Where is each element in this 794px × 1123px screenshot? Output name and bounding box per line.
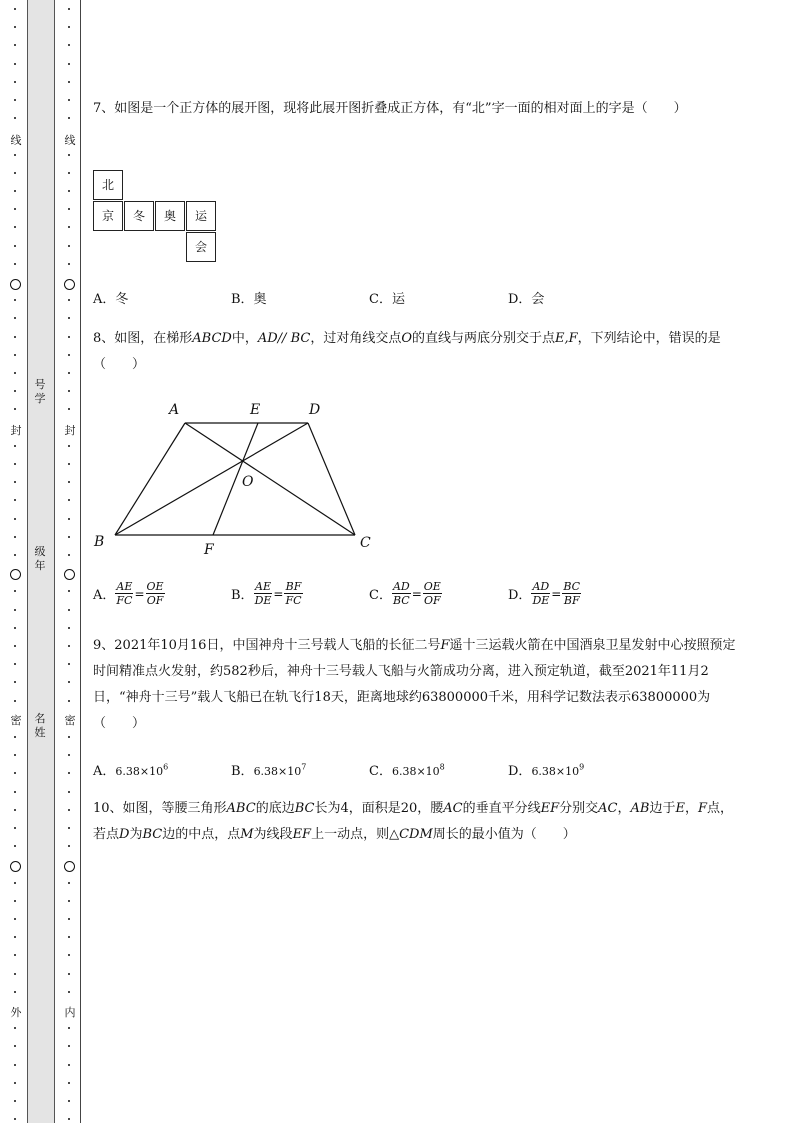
q8-text-segment: ，过对角线交点 (310, 331, 402, 346)
fraction-left (254, 580, 273, 607)
seal-dot (68, 1082, 70, 1084)
option-c[interactable] (369, 580, 442, 607)
label-c: C (360, 535, 371, 551)
seal-dot (14, 26, 16, 28)
seal-dot (68, 827, 70, 829)
inner-seal-column (63, 0, 77, 1123)
fraction-right (146, 580, 165, 607)
question-8-options (93, 580, 743, 618)
seal-circle-mark (64, 279, 75, 290)
option-base: 6.38×10 (253, 765, 302, 778)
option-base: 6.38×10 (391, 765, 440, 778)
seal-dot (14, 536, 16, 538)
label-b: B (94, 534, 105, 550)
seal-circle-mark (10, 569, 21, 580)
seal-dot (14, 372, 16, 374)
q10-math: AB (630, 801, 650, 816)
numerator: BF (285, 580, 302, 593)
q9-text-segment: 9、2021年10月16日，中国神舟十三号载人飞船的长征二号 (93, 638, 441, 653)
option-letter: B． (231, 764, 254, 779)
seal-dot (68, 609, 70, 611)
q10-text-segment: 长为4，面积是20，腰 (314, 801, 444, 816)
option-letter: A． (93, 764, 116, 779)
seal-dot (14, 44, 16, 46)
seal-dot (68, 63, 70, 65)
seal-dot (68, 590, 70, 592)
seal-text-mark: 线 (10, 134, 22, 147)
option-exponent: 9 (579, 762, 585, 772)
fraction-right (562, 580, 581, 607)
fraction-right (284, 580, 302, 607)
seal-dot (14, 63, 16, 65)
option-letter: B． (231, 588, 254, 603)
q10-text-segment: 为 (129, 827, 143, 842)
option-base: 6.38×10 (531, 765, 580, 778)
seal-dot (68, 645, 70, 647)
seal-text-mark: 密 (64, 714, 76, 727)
numerator: BC (563, 580, 581, 593)
seal-text-mark: 内 (64, 1006, 76, 1019)
option-d[interactable]: D．会 (508, 292, 545, 307)
seal-dot (68, 99, 70, 101)
seal-dot (14, 154, 16, 156)
seal-dot (68, 463, 70, 465)
q10-math: BC (294, 801, 315, 816)
label-o: O (242, 474, 254, 490)
fraction-right (423, 580, 442, 607)
seal-dot (14, 936, 16, 938)
seal-dot (68, 354, 70, 356)
q10-text-segment: 分别交 (559, 801, 599, 816)
seal-dot (14, 991, 16, 993)
question-7-text: 7、如图是一个正方体的展开图，现将此展开图折叠成正方体，有“北”字一面的相对面上的字是（ ） (93, 101, 687, 116)
seal-dot (68, 554, 70, 556)
denominator: BF (563, 594, 580, 607)
seal-dot (68, 81, 70, 83)
seal-dot (14, 445, 16, 447)
label-f: F (204, 542, 214, 558)
seal-dot (68, 536, 70, 538)
q10-math: M (240, 827, 254, 842)
equals-sign: = (551, 586, 562, 601)
q8-point-o: O (401, 331, 412, 346)
denominator: DE (254, 594, 272, 607)
seal-dot (68, 1064, 70, 1066)
denominator: OF (146, 594, 164, 607)
denominator: OF (423, 594, 441, 607)
q10-text-segment: 的底边 (255, 801, 295, 816)
question-7-options (93, 288, 743, 318)
seal-circle-mark (64, 569, 75, 580)
seal-dot (68, 317, 70, 319)
seal-dot (14, 954, 16, 956)
q10-math: AC (443, 801, 463, 816)
name-field (27, 712, 53, 740)
question-10-text (93, 796, 743, 848)
option-letter: C． (369, 588, 392, 603)
seal-dot (68, 809, 70, 811)
seal-dot (14, 973, 16, 975)
seal-dot (68, 445, 70, 447)
question-9-options (93, 760, 743, 790)
q8-text-segment: 的直线与两底分别交于点 (412, 331, 556, 346)
seal-dot (14, 299, 16, 301)
seal-text-mark: 封 (10, 424, 22, 437)
seal-dot (68, 991, 70, 993)
option-b[interactable]: B．奥 (231, 292, 267, 307)
seal-dot (68, 390, 70, 392)
seal-dot (68, 263, 70, 265)
field-char: 年 (34, 559, 46, 572)
net-cell-bottom: 会 (186, 232, 216, 262)
option-d[interactable] (508, 580, 581, 607)
q10-text-segment: 10、如图，等腰三角形 (93, 801, 227, 816)
option-a[interactable] (93, 760, 168, 779)
seal-dot (14, 1064, 16, 1066)
seal-dot (14, 499, 16, 501)
seal-dot (14, 681, 16, 683)
fraction-left (531, 580, 550, 607)
seal-circle-mark (10, 279, 21, 290)
denominator: FC (116, 594, 133, 607)
q10-text-segment: ， (685, 801, 699, 816)
seal-dot (68, 190, 70, 192)
q9-text-segment: 遥十三运载火箭在中国酒泉卫星发射中心按照预定时间精准点火发射，约582秒后，神舟十三号载人飞船与火箭成功分离，进入预定轨道，截至2021年11月2日，“神舟十三号”载人飞船已在轨飞行18天，距离地球约63800000千米，用科学记数法表示63800000为（ ） (93, 638, 736, 731)
fraction-left (115, 580, 133, 607)
seal-dot (68, 408, 70, 410)
seal-dot (14, 226, 16, 228)
seal-dot (14, 882, 16, 884)
seal-dot (68, 518, 70, 520)
q10-math: D (119, 827, 130, 842)
seal-dot (14, 1027, 16, 1029)
seal-dot (68, 700, 70, 702)
seal-dot (68, 1045, 70, 1047)
option-b[interactable] (231, 580, 303, 607)
seal-dot (14, 317, 16, 319)
q10-math: EF (292, 827, 312, 842)
seal-dot (68, 663, 70, 665)
question-9-text (93, 633, 743, 737)
denominator: FC (285, 594, 302, 607)
seal-dot (68, 918, 70, 920)
seal-dot (14, 1118, 16, 1120)
equals-sign: = (273, 586, 284, 601)
q10-math: CDM (399, 827, 433, 842)
seal-dot (68, 172, 70, 174)
seal-dot (14, 736, 16, 738)
seal-dot (68, 791, 70, 793)
seal-dot (68, 736, 70, 738)
seal-dot (68, 882, 70, 884)
seal-dot (68, 117, 70, 119)
seal-dot (68, 1118, 70, 1120)
option-exponent: 6 (163, 762, 169, 772)
seal-dot (68, 900, 70, 902)
segment-dc (308, 423, 355, 535)
seal-dot (14, 99, 16, 101)
option-b[interactable] (231, 760, 306, 779)
option-exponent: 7 (301, 762, 307, 772)
field-char: 名 (34, 712, 46, 725)
seal-dot (68, 499, 70, 501)
seal-dot (68, 627, 70, 629)
seal-text-mark: 外 (10, 1006, 22, 1019)
numerator: AD (532, 580, 550, 593)
seal-dot (14, 518, 16, 520)
fraction-left (392, 580, 411, 607)
seal-dot (14, 408, 16, 410)
q10-text-segment: 周长的最小值为（ ） (432, 827, 576, 842)
option-base: 6.38×10 (115, 765, 164, 778)
q10-text-segment: 为线段 (253, 827, 293, 842)
seal-dot (68, 208, 70, 210)
equals-sign: = (411, 586, 422, 601)
q10-text-segment: ， (617, 801, 631, 816)
option-a[interactable]: A．冬 (93, 292, 129, 307)
option-letter: D． (508, 764, 532, 779)
q10-text-segment: 上一动点，则△ (311, 827, 400, 842)
denominator: BC (392, 594, 410, 607)
seal-dot (14, 117, 16, 119)
q8-text-segment: 中， (231, 331, 258, 346)
q9-letter-f: F (440, 638, 450, 653)
seal-circle-mark (10, 861, 21, 872)
grade-field (27, 545, 53, 573)
option-c[interactable] (369, 760, 445, 779)
seal-dot (14, 554, 16, 556)
net-cell: 京 (93, 201, 123, 231)
seal-dot (14, 208, 16, 210)
seal-dot (68, 936, 70, 938)
seal-dot (68, 1100, 70, 1102)
equals-sign: = (134, 586, 145, 601)
q8-text-segment: ，下列结论中，错误的是（ ） (93, 331, 721, 372)
numerator: OE (423, 580, 441, 593)
seal-circle-mark (64, 861, 75, 872)
label-e: E (250, 402, 261, 418)
q10-math: BC (142, 827, 163, 842)
seal-dot (14, 1045, 16, 1047)
q8-trapezoid-name: ABCD (192, 331, 232, 346)
net-cell: 冬 (124, 201, 154, 231)
numerator: OE (146, 580, 164, 593)
seal-dot (14, 8, 16, 10)
seal-dot (68, 1027, 70, 1029)
q10-math: EF (540, 801, 560, 816)
q10-math: AC (598, 801, 618, 816)
seal-dot (68, 8, 70, 10)
seal-dot (14, 791, 16, 793)
q10-text-segment: 边于 (649, 801, 676, 816)
option-exponent: 8 (439, 762, 445, 772)
seal-dot (68, 481, 70, 483)
seal-dot (14, 900, 16, 902)
seal-dot (14, 627, 16, 629)
seal-dot (68, 772, 70, 774)
seal-text-mark: 密 (10, 714, 22, 727)
seal-dot (68, 26, 70, 28)
seal-dot (68, 845, 70, 847)
q10-math: E (675, 801, 685, 816)
seal-dot (14, 700, 16, 702)
seal-dot (14, 390, 16, 392)
trapezoid-figure (93, 395, 383, 560)
option-letter: A． (93, 588, 116, 603)
label-d: D (309, 402, 321, 418)
seal-dot (14, 81, 16, 83)
seal-dot (68, 299, 70, 301)
seal-dot (14, 336, 16, 338)
seal-dot (14, 609, 16, 611)
seal-dot (68, 245, 70, 247)
seal-dot (68, 973, 70, 975)
seal-dot (14, 354, 16, 356)
seal-dot (68, 681, 70, 683)
seal-dot (14, 245, 16, 247)
seal-dot (68, 954, 70, 956)
seal-dot (14, 772, 16, 774)
q10-text-segment: 点，若点 (93, 801, 734, 842)
outer-seal-column (9, 0, 23, 1123)
seal-dot (68, 226, 70, 228)
seal-dot (68, 336, 70, 338)
seal-dot (14, 263, 16, 265)
option-a[interactable] (93, 580, 165, 607)
q10-math: ABC (226, 801, 256, 816)
seal-dot (14, 1082, 16, 1084)
q10-text-segment: 的垂直平分线 (462, 801, 541, 816)
seal-dot (14, 845, 16, 847)
net-cell: 奥 (155, 201, 185, 231)
label-a: A (169, 402, 180, 418)
seal-dot (14, 754, 16, 756)
seal-dot (14, 190, 16, 192)
numerator: AD (392, 580, 410, 593)
seal-dot (14, 463, 16, 465)
numerator: AE (116, 580, 133, 593)
seal-dot (14, 172, 16, 174)
net-cell-north: 北 (93, 170, 123, 200)
denominator: DE (532, 594, 550, 607)
field-char: 号 (34, 378, 46, 391)
seal-dot (14, 809, 16, 811)
seal-dot (14, 590, 16, 592)
seal-dot (68, 754, 70, 756)
seal-text-mark: 封 (64, 424, 76, 437)
seal-dot (14, 645, 16, 647)
binding-border-line (80, 0, 81, 1123)
field-char: 级 (34, 545, 46, 558)
q8-condition: AD// BC (257, 331, 311, 346)
q10-text-segment: 边的中点，点 (162, 827, 241, 842)
field-char: 姓 (34, 726, 46, 739)
q8-points-ef: E,F (555, 331, 578, 346)
q8-text-segment: 8、如图，在梯形 (93, 331, 193, 346)
option-letter: C． (369, 764, 392, 779)
net-cell: 运 (186, 201, 216, 231)
field-char: 学 (34, 392, 46, 405)
seal-dot (68, 372, 70, 374)
cube-net-figure (93, 170, 223, 264)
seal-dot (14, 918, 16, 920)
seal-dot (14, 1100, 16, 1102)
seal-dot (14, 481, 16, 483)
question-8-text (93, 326, 743, 378)
option-d[interactable] (508, 760, 584, 779)
seal-dot (68, 44, 70, 46)
seal-dot (14, 663, 16, 665)
q10-math: F (698, 801, 708, 816)
segment-ab (115, 423, 185, 535)
seal-dot (68, 154, 70, 156)
student-id-field (27, 378, 53, 406)
numerator: AE (255, 580, 271, 593)
seal-dot (14, 827, 16, 829)
option-c[interactable]: C．运 (369, 292, 405, 307)
option-letter: D． (508, 588, 532, 603)
seal-text-mark: 线 (64, 134, 76, 147)
